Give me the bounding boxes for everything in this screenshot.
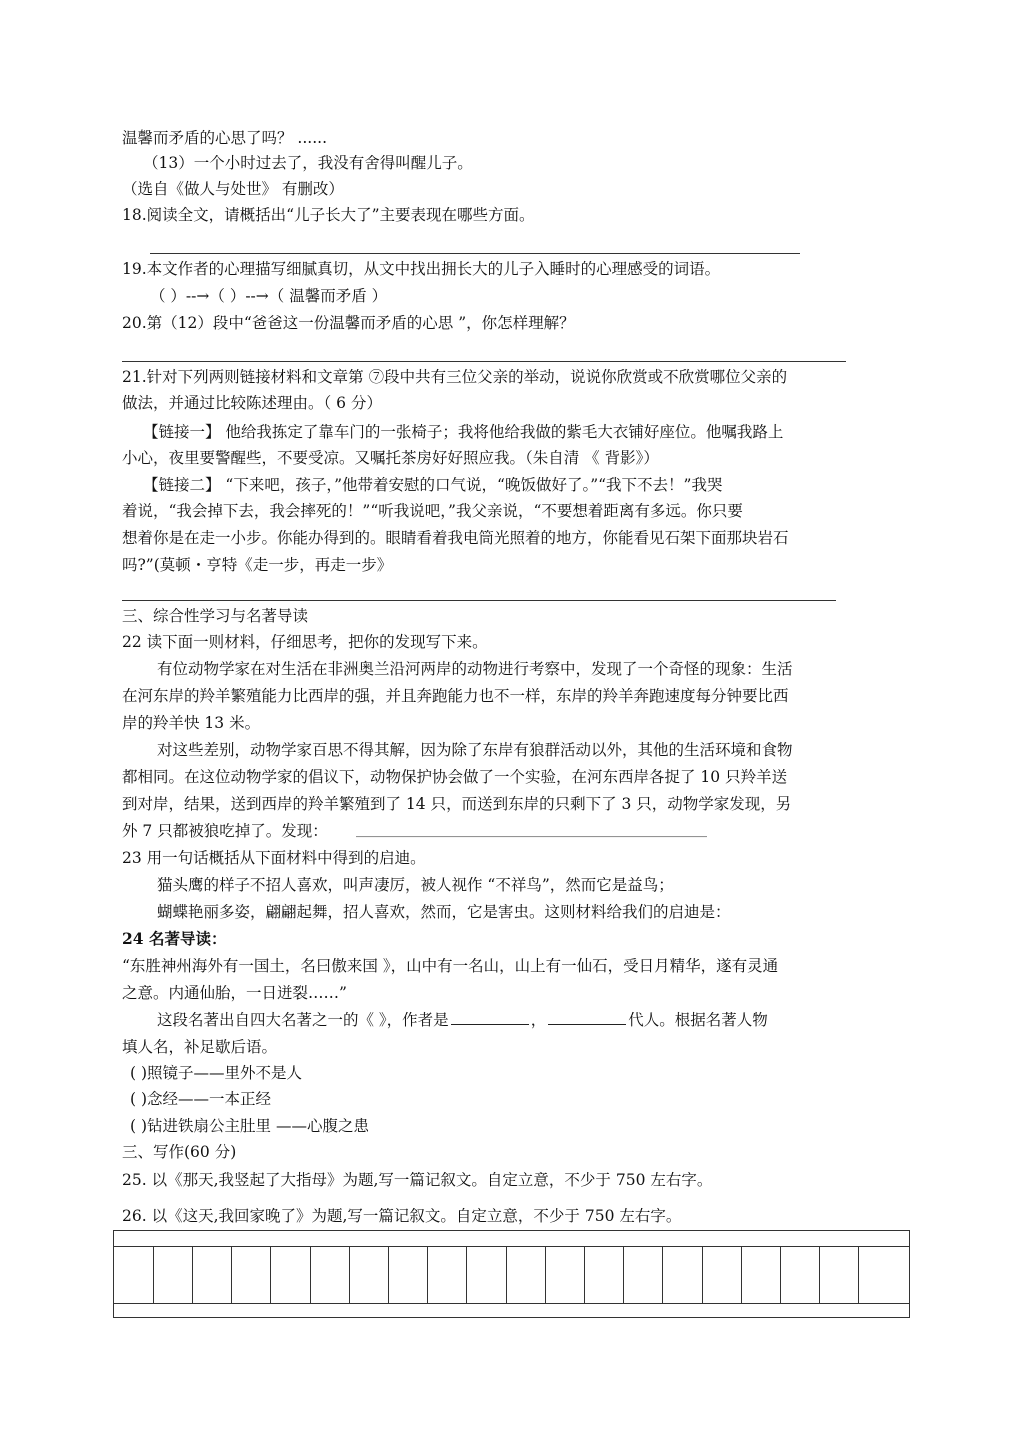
- grid-cell: [427, 1246, 428, 1303]
- writing-grid[interactable]: [113, 1230, 910, 1318]
- xiehouyu-1: ( )照镜子——里外不是人: [130, 1064, 303, 1082]
- question-19: 19.本文作者的心理描写细腻真切，从文中找出拥长大的儿子入睡时的心理感受的词语。: [122, 260, 721, 278]
- grid-cell: [506, 1246, 507, 1303]
- link-2-cont: 着说，“我会掉下去，我会摔死的！”“听我说吧，”我父亲说，“不要想着距离有多远。你只要: [122, 502, 743, 520]
- grid-cell: [153, 1246, 154, 1303]
- material-22: 岸的羚羊快 13 米。: [122, 714, 261, 732]
- paragraph-13: （13）一个小时过去了，我没有舍得叫醒儿子。: [143, 154, 473, 172]
- link-1-cont: 小心，夜里要警醒些，不要受凉。又嘱托茶房好好照应我。（朱自清 《 背影》）: [122, 449, 659, 467]
- grid-cell: [741, 1246, 742, 1303]
- material-23: 猫头鹰的样子不招人喜欢，叫声凄厉，被人视作 “不祥鸟”，然而它是益鸟；: [157, 876, 674, 894]
- writing-heading: 三、写作(60 分): [122, 1143, 237, 1161]
- section-3-heading: 三、综合性学习与名著导读: [122, 607, 309, 625]
- material-24: “东胜神州海外有一国土，名曰傲来国 》，山中有一名山，山上有一仙石，受日月精华，遂有灵通: [122, 957, 779, 975]
- answer-line-20: [122, 361, 846, 362]
- answer-line-22: ______________________________________________________: [356, 823, 707, 838]
- answer-line-21: [122, 600, 836, 601]
- fill-text-end: 代人。根据名著人物: [628, 1011, 768, 1029]
- material-22: 在河东岸的羚羊繁殖能力比西岸的强，并且奔跑能力也不一样，东岸的羚羊奔跑速度每分钟要比西: [122, 687, 789, 705]
- material-22: 到对岸，结果，送到西岸的羚羊繁殖到了 14 只，而送到东岸的只剩下了 3 只，动物学家发现，另: [122, 795, 792, 813]
- question-24-fill: [157, 1010, 768, 1030]
- xiehouyu-3: ( )钻进铁扇公主肚里 ——心腹之患: [130, 1117, 369, 1135]
- author-blank[interactable]: [451, 1010, 529, 1025]
- question-19-blanks: （ ）--→（ ）--→（ 温馨而矛盾 ）: [150, 287, 388, 305]
- question-26: 26. 以《这天,我回家晚了》为题,写一篇记叙文。自定立意，不少于 750 左右字。: [122, 1207, 682, 1225]
- fill-text: 这段名著出自四大名著之一的《 》，作者是: [157, 1011, 449, 1029]
- text-line: 温馨而矛盾的心思了吗？ ......: [122, 129, 327, 147]
- grid-cell: [192, 1246, 193, 1303]
- fill-comma: ，: [530, 1011, 547, 1029]
- question-21: 21.针对下列两则链接材料和文章第 ⑦段中共有三位父亲的举动，说说你欣赏或不欣赏哪位父亲的: [122, 368, 788, 386]
- question-20: 20.第（12）段中“爸爸这一份温馨而矛盾的心思 ”，你怎样理解？: [122, 314, 575, 332]
- xiehouyu-2: ( )念经——一本正经: [130, 1090, 272, 1108]
- grid-line: [114, 1246, 909, 1247]
- grid-cell: [623, 1246, 624, 1303]
- link-2-cont: 吗?”(莫顿・亨特《走一步，再走一步》: [122, 556, 393, 574]
- question-18: 18.阅读全文，请概括出“儿子长大了”主要表现在哪些方面。: [122, 206, 535, 224]
- grid-cell: [349, 1246, 350, 1303]
- material-24: 之意。内通仙胎，一日迸裂……”: [122, 984, 347, 1002]
- grid-cell: [702, 1246, 703, 1303]
- question-23: 23 用一句话概括从下面材料中得到的启迪。: [122, 849, 426, 867]
- grid-cell: [819, 1246, 820, 1303]
- question-25: 25. 以《那天,我竖起了大指母》为题,写一篇记叙文。自定立意，不少于 750 左右字。: [122, 1171, 713, 1189]
- question-21-cont: 做法，并通过比较陈述理由。（ 6 分）: [122, 394, 382, 412]
- question-22: 22 读下面一则材料，仔细思考，把你的发现写下来。: [122, 633, 488, 651]
- grid-line: [114, 1303, 909, 1304]
- material-22: 都相同。在这位动物学家的倡议下，动物保护协会做了一个实验，在河东西岸各捉了 10 只羚羊送: [122, 768, 788, 786]
- grid-cell: [780, 1246, 781, 1303]
- grid-cell: [662, 1246, 663, 1303]
- material-22: 对这些差别，动物学家百思不得其解，因为除了东岸有狼群活动以外，其他的生活环境和食物: [157, 741, 793, 759]
- grid-cell: [584, 1246, 585, 1303]
- dynasty-blank[interactable]: [548, 1010, 626, 1025]
- link-1: 【链接一】 他给我拣定了靠车门的一张椅子；我将他给我做的紫毛大衣铺好座位。他嘱我路上: [143, 423, 784, 441]
- answer-line-18: [150, 253, 800, 254]
- question-24-instr: 填人名，补足歇后语。: [122, 1038, 278, 1056]
- grid-cell: [388, 1246, 389, 1303]
- link-2-cont: 想着你是在走一小步。你能办得到的。眼睛看着我电筒光照着的地方，你能看见石架下面那块岩石: [122, 529, 789, 547]
- material-23: 蝴蝶艳丽多姿，翩翩起舞，招人喜欢，然而，它是害虫。这则材料给我们的启迪是：: [157, 903, 731, 921]
- grid-cell: [270, 1246, 271, 1303]
- source-note: （选自《做人与处世》 有删改）: [122, 180, 344, 198]
- question-24: 24 名著导读：: [122, 929, 227, 948]
- material-22: 外 7 只都被狼吃掉了。发现：: [122, 822, 328, 840]
- grid-cell: [310, 1246, 311, 1303]
- grid-cell: [858, 1246, 859, 1303]
- grid-cell: [231, 1246, 232, 1303]
- link-2: 【链接二】 “下来吧，孩子，”他带着安慰的口气说，“晚饭做好了。”“我下不去！”我哭: [143, 476, 723, 494]
- grid-cell: [545, 1246, 546, 1303]
- material-22: 有位动物学家在对生活在非洲奥兰沿河两岸的动物进行考察中，发现了一个奇怪的现象：生活: [157, 660, 793, 678]
- grid-cell: [466, 1246, 467, 1303]
